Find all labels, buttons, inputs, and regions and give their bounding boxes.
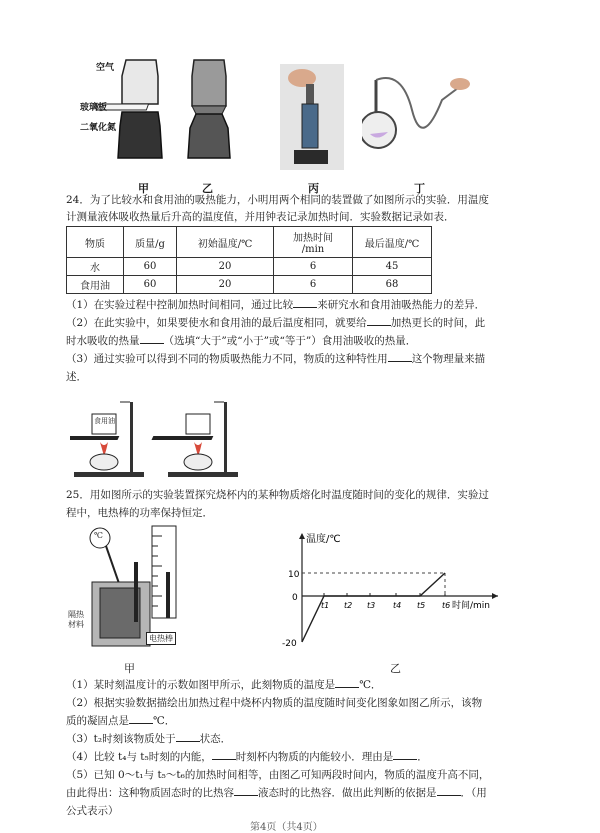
temperature-time-graph [280,530,510,655]
q25-p5-text-end: ．（用 [460,787,487,799]
table-header-text: 加热时间 [293,233,333,244]
answer-blank[interactable] [393,749,417,760]
q25-p1-text-end: ℃． [359,679,382,691]
table-row [67,276,432,294]
q24-p1-text-end: 来研究水和食用油吸热能力的差异． [317,299,486,311]
q25-part1 [66,676,536,694]
answer-blank[interactable] [234,785,258,796]
x-tick-label: t3 [367,601,376,610]
setup-label-oil: 食用油 [94,417,115,425]
heating-setup-2 [151,402,238,477]
q24-part3-line1 [66,350,536,368]
heating-setups-drawing [70,396,270,478]
q25-part2-line1: （2）根据实验数据描绘出加热过程中烧杯内物质的温度随时间变化图象如图乙所示，该物 [66,697,483,709]
y-axis-label: 温度/℃ [306,534,341,545]
table-header: 物质 [67,227,124,258]
q25-part2-line2 [66,712,536,730]
q24-intro-1: 24．为了比较水和食用油的吸热能力，小明用两个相同的装置做了如图所示的实验．用温度 [66,194,489,206]
caption-fig-yi: 乙 [390,662,401,675]
x-tick-label: t6 [442,601,451,610]
table-cell: 6 [274,276,353,294]
answer-blank[interactable] [140,333,164,344]
figure-flask-photo [362,70,470,160]
q25-part5-line2 [66,784,536,802]
q25-p1-text: （1）某时刻温度计的示数如图甲所示，此刻物质的温度是 [66,679,336,691]
syringe-drawing [280,64,344,170]
q25-p5-text: 由此得出：这种物质固态时的比热容 [66,787,234,799]
y-tick-label: 0 [292,593,298,603]
table-cell: 20 [177,258,274,276]
q24-part2-line2 [66,332,536,350]
answer-blank[interactable] [293,297,317,308]
q25-intro-2: 程中，电热棒的功率保持恒定． [66,507,213,519]
figure-gas-diffusion [80,56,248,176]
y-axis-arrow [299,533,305,539]
table-cell: 20 [177,276,274,294]
table-header: 初始温度/℃ [177,227,274,258]
x-tick-label: t5 [417,601,426,610]
answer-blank[interactable] [367,315,391,326]
figure-heating-setups [70,396,270,478]
q25-part4 [66,748,536,766]
q24-p3-text: （3）通过实验可以得到不同的物质吸热能力不同，物质的这种特性用 [66,353,388,365]
table-header: 质量/g [124,227,177,258]
table-header-unit: /min [301,244,325,255]
answer-blank[interactable] [388,351,412,362]
table-cell: 60 [124,276,177,294]
label-no2: 二氧化氮 [80,123,117,133]
table-cell: 水 [67,258,124,276]
table-cell: 45 [353,258,432,276]
x-axis-label: 时间/min [452,601,491,611]
y-tick-label: -20 [282,639,297,649]
q24-part2-line1 [66,314,536,332]
q24-p2-text2: 时水吸收的热量 [66,335,140,347]
q25-p3-text: （3）t₂时刻该物质处于 [66,733,176,745]
q24-intro-2: 计测量液体吸收热量后升高的温度值，并用钟表记录加热时间．实验数据记录如表． [66,211,455,223]
q25-part5-line1: （5）已知 0～t₁与 t₅～t₆的加热时间相等，由图乙可知两段时间内，物质的温度升高不同， [66,769,490,781]
caption-bing: 丙 [308,182,319,195]
q25-part5-line3: 公式表示） [66,805,119,817]
q25-p4-text: （4）比较 t₄与 t₅时刻的内能， [66,751,212,763]
label-insulation: 隔热材料 [68,610,84,629]
q25-intro-1: 25．用如图所示的实验装置探究烧杯内的某种物质熔化时温度随时间的变化的规律．实验过 [66,489,489,501]
caption-jia: 甲 [138,182,149,195]
y-tick-label: 10 [288,570,300,580]
q24-p2-text-end: 加热更长的时间，此 [390,317,486,329]
gas-jars-drawing [88,56,248,176]
q24-p2-text2-end: （选填“大于”或“小于”或“等于”）食用油吸收的热量． [163,335,417,347]
q25-p2-text: 质的凝固点是 [66,715,129,727]
figure-syringe-photo [280,64,344,170]
table-header-row [67,227,432,258]
q25-part3 [66,730,536,748]
figure-apparatus-jia [68,522,188,662]
table-cell: 68 [353,276,432,294]
q24-p1-text: （1）在实验过程中控制加热时间相同，通过比较 [66,299,294,311]
flask-drawing [362,70,470,160]
table-cell: 食用油 [67,276,124,294]
answer-blank[interactable] [176,731,200,742]
label-glass: 玻璃板 [80,103,108,113]
q24-data-table [66,226,432,294]
q24-part3-line2: 述． [66,371,87,383]
q24-p3-text-end: 这个物理量来描 [411,353,486,365]
q24-p2-text: （2）在此实验中，如果要使水和食用油的最后温度相同，就要给 [66,317,367,329]
answer-blank[interactable] [437,785,461,796]
x-axis-arrow [492,593,498,599]
label-air: 空气 [96,63,115,73]
q25-p2-text-end: ℃． [153,715,176,727]
x-tick-label: t2 [344,601,353,610]
x-tick-label: t1 [321,601,330,610]
answer-blank[interactable] [335,677,359,688]
table-header [274,227,353,258]
answer-blank[interactable] [212,749,236,760]
q25-p4-text-end: ． [417,751,428,763]
thermometer-unit: ℃ [94,531,103,540]
table-cell: 60 [124,258,177,276]
q25-p4-text-mid: 时刻杯内物质的内能较小．理由是 [235,751,394,763]
heating-setup-1 [70,402,144,477]
q25-p5-text-mid: 液态时的比热容．做出此判断的依据是 [258,787,437,799]
answer-blank[interactable] [129,713,153,724]
label-heater: 电热棒 [146,632,176,645]
caption-ding: 丁 [414,182,425,195]
table-cell: 6 [274,258,353,276]
page-footer: 第4页（共4页） [250,822,323,833]
q25-p3-text-end: 状态． [199,733,232,745]
caption-fig-jia: 甲 [124,662,135,675]
q24-part1 [66,296,536,314]
x-tick-label: t4 [393,601,402,610]
table-header: 最后温度/℃ [353,227,432,258]
table-row [67,258,432,276]
caption-yi: 乙 [202,182,213,195]
